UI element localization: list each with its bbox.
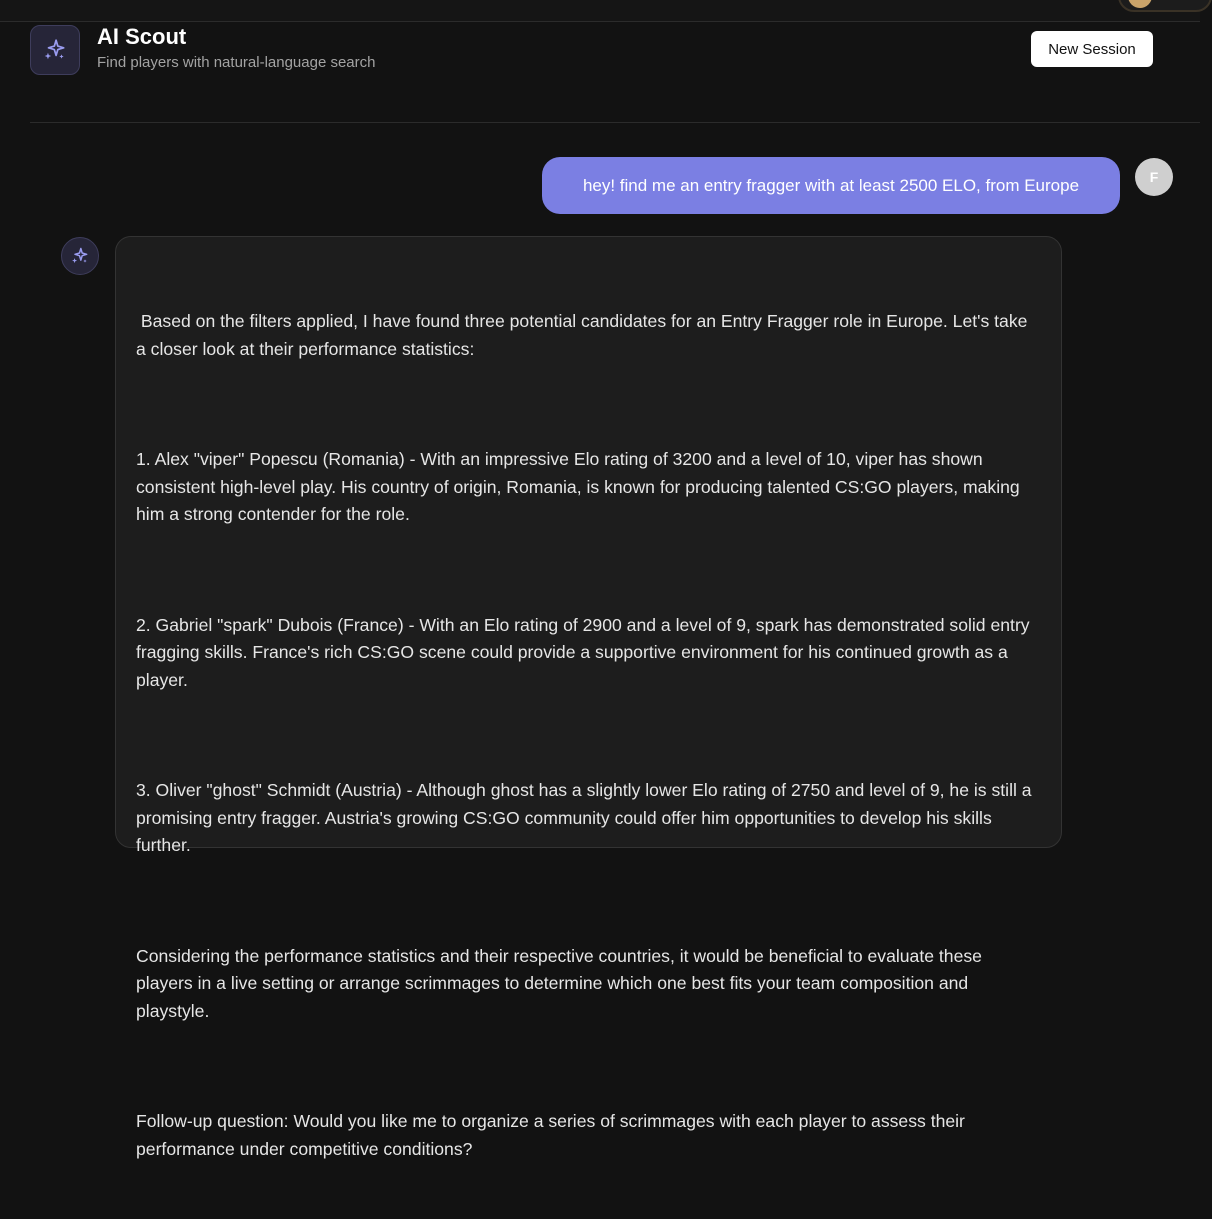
app-subtitle: Find players with natural-language search (97, 54, 376, 71)
user-avatar: F (1135, 158, 1173, 196)
assistant-paragraph: 3. Oliver "ghost" Schmidt (Austria) - Although ghost has a slightly lower Elo rating of 2750 and level of 9, he is still a promising entry fragger. Austria's growing CS:GO community could offer him opportunities to develop his skills further. (136, 780, 1037, 856)
assistant-paragraph: Follow-up question: Would you like me to organize a series of scrimmages with each player to assess their performance under competitive conditions? (136, 1111, 970, 1159)
assistant-paragraph: Considering the performance statistics and their respective countries, it would be beneficial to evaluate these players in a live setting or arrange scrimmages to determine which one best fits your team composition and playstyle. (136, 945, 987, 1022)
account-avatar[interactable] (1128, 0, 1152, 8)
top-bar (0, 0, 1200, 22)
assistant-paragraph: 2. Gabriel "spark" Dubois (France) - With an Elo rating of 2900 and a level of 9, spark has demonstrated solid entry fragging skills. France's rich CS:GO scene could provide a supportive environment for his continued growth as a player. (136, 614, 1035, 690)
sparkles-icon (30, 25, 80, 75)
app-title: AI Scout (97, 24, 187, 49)
account-menu[interactable] (1118, 0, 1212, 12)
sparkles-icon (70, 246, 90, 266)
assistant-avatar (61, 237, 99, 275)
new-session-button[interactable]: New Session (1031, 31, 1153, 67)
page-header (30, 22, 1200, 123)
assistant-paragraph: Based on the filters applied, I have found three potential candidates for an Entry Fragger role in Europe. Let's take a closer look at their performance statistics: (136, 311, 1033, 359)
assistant-message (115, 236, 1062, 1159)
assistant-paragraph: 1. Alex "viper" Popescu (Romania) - With an impressive Elo rating of 3200 and a level of 10, viper has shown consistent high-level play. His country of origin, Romania, is known for producing talented CS:GO players, making him a strong contender for the role. (136, 449, 1025, 525)
user-message: hey! find me an entry fragger with at least 2500 ELO, from Europe (542, 157, 1120, 214)
